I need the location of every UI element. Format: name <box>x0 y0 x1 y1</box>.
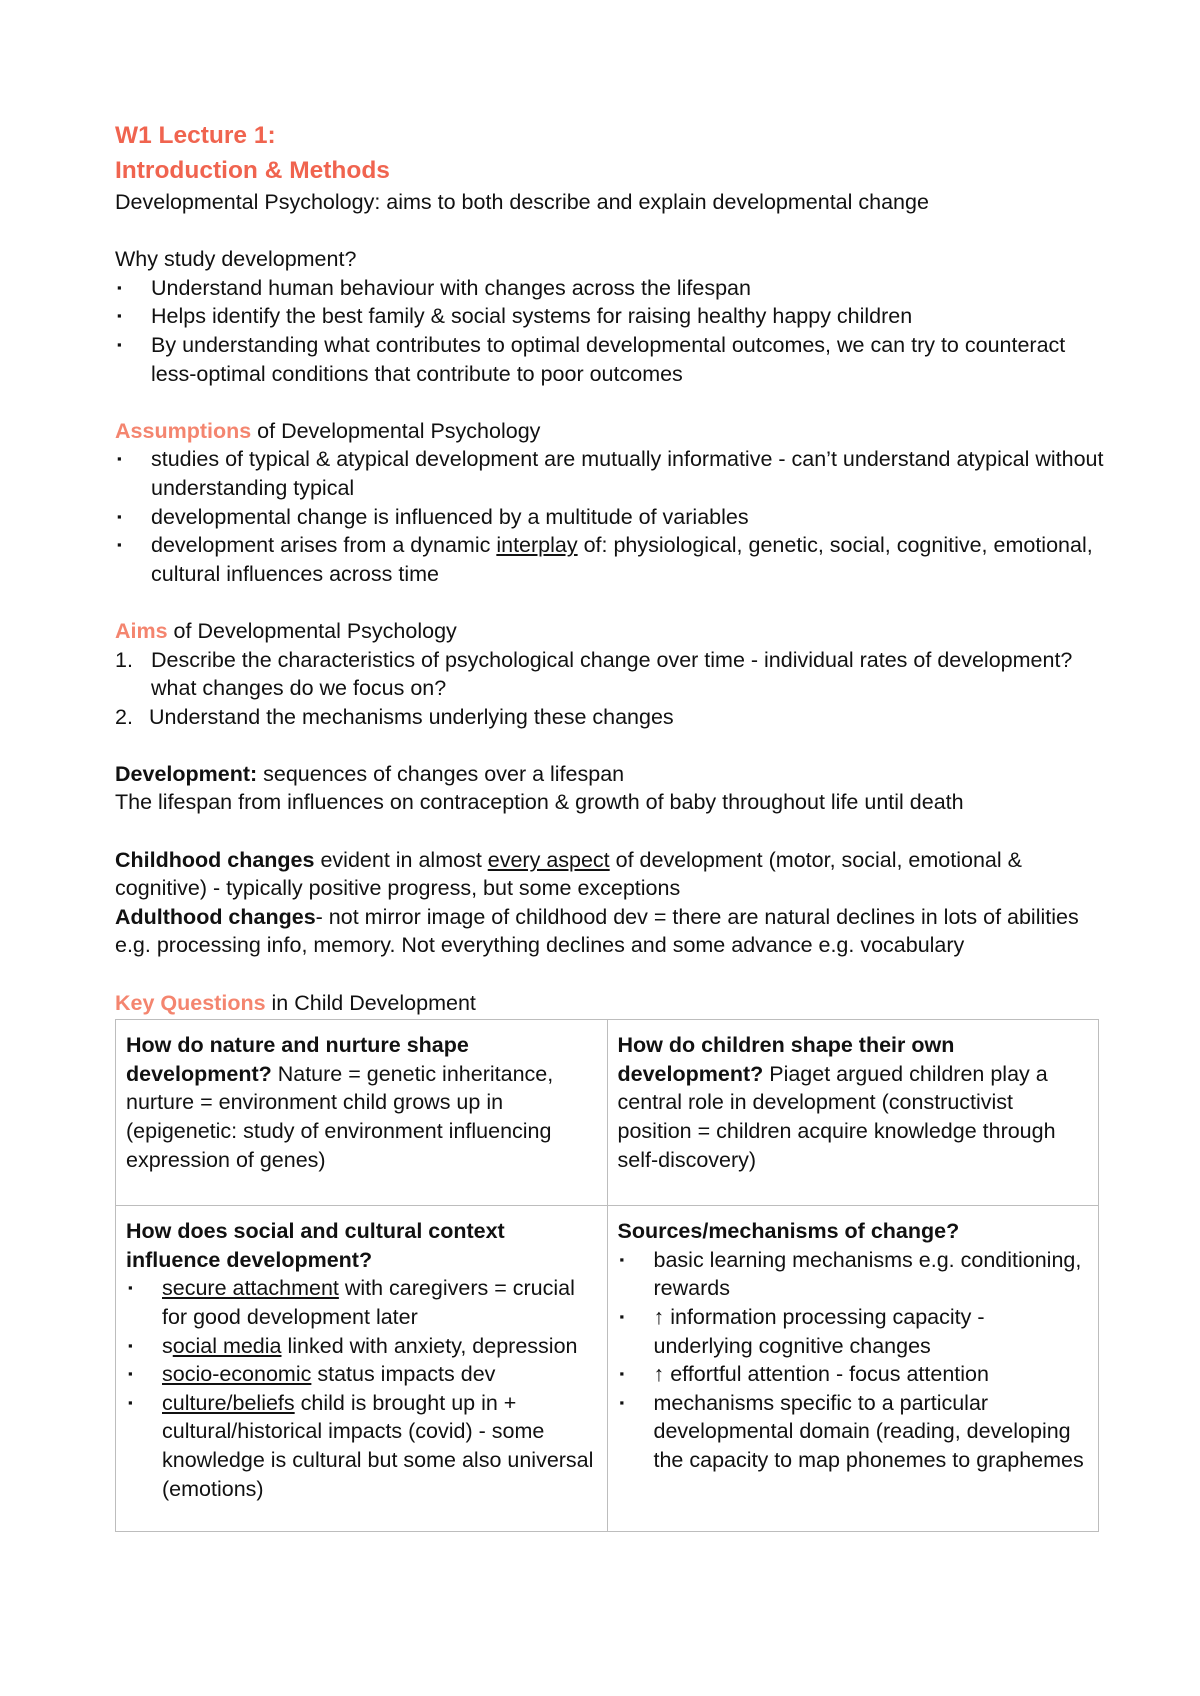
underlined-term: every aspect <box>487 847 610 872</box>
table-cell-sources-mechanisms <box>607 1206 1099 1532</box>
cell-text: Nature = genetic inheritance, nurture = environment child grows up in (epigenetic: study of environment influencing expression of genes) <box>126 1061 554 1172</box>
childhood-text: evident in almost <box>314 847 488 872</box>
document-page <box>115 118 1105 1532</box>
assumptions-heading <box>115 417 1105 446</box>
assumptions-accent: Assumptions <box>115 418 252 443</box>
adulthood-text: - not mirror image of childhood dev = there are natural declines in lots of abilities e.g. processing info, memory. Not everything declines and some advance e.g. vocabulary <box>115 904 1079 958</box>
childhood-term: Childhood changes <box>115 847 315 872</box>
key-questions-accent: Key Questions <box>115 990 266 1015</box>
underlined-term: secure attachment <box>162 1276 339 1301</box>
underlined-term: ocial media <box>172 1333 282 1358</box>
childhood-paragraph <box>115 846 1105 903</box>
development-definition <box>115 760 1105 789</box>
aims-heading-rest: of Developmental Psychology <box>167 618 457 643</box>
why-list <box>115 274 1105 388</box>
aim-item <box>115 646 1105 703</box>
aim-text: Understand the mechanisms underlying these changes <box>149 704 674 729</box>
list-item-text: s <box>162 1333 173 1358</box>
aim-number: 2. <box>115 704 133 729</box>
underlined-term: interplay <box>496 533 578 558</box>
list-item <box>126 1274 597 1331</box>
cell-question: How do children shape their own development? <box>617 1033 955 1086</box>
cell-question: Sources/mechanisms of change? <box>617 1219 960 1244</box>
table-cell-nature-nurture <box>116 1020 608 1206</box>
cell-question: How does social and cultural context influence development? <box>126 1219 505 1272</box>
list-item-text: child is brought up in + cultural/historical impacts (covid) - some knowledge is cultural but some also universal (emotions) <box>162 1390 594 1501</box>
page-title-line1: W1 Lecture 1: <box>115 122 276 149</box>
aims-list <box>115 646 1105 732</box>
assumption-item: ▪ developmental change is influenced by a multitude of variables <box>115 503 1105 532</box>
table-row <box>116 1020 1099 1206</box>
adulthood-paragraph <box>115 903 1105 960</box>
lifespan-text: The lifespan from influences on contraception & growth of baby throughout life until death <box>115 790 964 815</box>
aim-text: Describe the characteristics of psychological change over time - individual rates of development? what changes do we focus on? <box>151 647 1073 701</box>
assumption-text: of: physiological, genetic, social, cognitive, emotional, cultural influences across time <box>151 533 1093 586</box>
assumptions-list <box>115 445 1105 588</box>
aims-heading <box>115 617 1105 646</box>
list-item: ▪ mechanisms specific to a particular developmental domain (reading, developing the capacity to map phonemes to graphemes <box>618 1389 1089 1475</box>
list-item-text: with caregivers = crucial for good development later <box>162 1276 575 1329</box>
table-cell-children-shape <box>607 1020 1099 1206</box>
why-heading: Why study development? <box>115 247 357 272</box>
table-cell-social-context <box>116 1206 608 1532</box>
list-item: ▪ basic learning mechanisms e.g. conditioning, rewards <box>618 1246 1089 1303</box>
list-item-text: status impacts dev <box>311 1362 496 1387</box>
cell-question: How do nature and nurture shape development? <box>126 1033 469 1086</box>
childhood-text: of development (motor, social, emotional & cognitive) - typically positive progress, but some exceptions <box>115 847 1022 901</box>
development-text: sequences of changes over a lifespan <box>257 761 625 786</box>
table-row <box>116 1206 1099 1532</box>
aim-item <box>115 703 1105 732</box>
underlined-term: culture/beliefs <box>162 1390 295 1415</box>
key-questions-heading-rest: in Child Development <box>265 990 476 1015</box>
aims-accent: Aims <box>115 618 168 643</box>
list-item <box>126 1360 597 1389</box>
list-item <box>126 1332 597 1361</box>
adulthood-term: Adulthood changes <box>115 904 316 929</box>
development-term: Development: <box>115 761 258 786</box>
list-item-text: linked with anxiety, depression <box>281 1333 578 1358</box>
why-item: ▪ Helps identify the best family & social systems for raising healthy happy children <box>115 302 1105 331</box>
list-item: ▪ ↑ information processing capacity - underlying cognitive changes <box>618 1303 1089 1360</box>
aim-number: 1. <box>115 647 133 672</box>
key-questions-heading <box>115 989 1105 1018</box>
list-item <box>126 1389 597 1503</box>
sources-list <box>618 1246 1089 1475</box>
definition-text: Developmental Psychology: aims to both describe and explain developmental change <box>115 190 929 214</box>
assumption-text: development arises from a dynamic <box>151 533 497 558</box>
why-item: ▪ Understand human behaviour with changes across the lifespan <box>115 274 1105 303</box>
assumptions-heading-rest: of Developmental Psychology <box>251 418 541 443</box>
key-questions-table <box>115 1019 1099 1532</box>
cell-text: Piaget argued children play a central role in development (constructivist position = children acquire knowledge through self-discovery) <box>617 1061 1056 1172</box>
page-title-line2: Introduction & Methods <box>115 157 390 184</box>
assumption-item: ▪ studies of typical & atypical development are mutually informative - can’t understand atypical without understanding typical <box>115 445 1105 502</box>
assumption-item <box>115 531 1105 588</box>
underlined-term: socio-economic <box>162 1362 312 1387</box>
why-item: ▪ By understanding what contributes to optimal developmental outcomes, we can try to counteract less-optimal conditions that contribute to poor outcomes <box>115 331 1105 388</box>
list-item: ▪ ↑ effortful attention - focus attention <box>618 1360 1089 1389</box>
social-list <box>126 1274 597 1503</box>
